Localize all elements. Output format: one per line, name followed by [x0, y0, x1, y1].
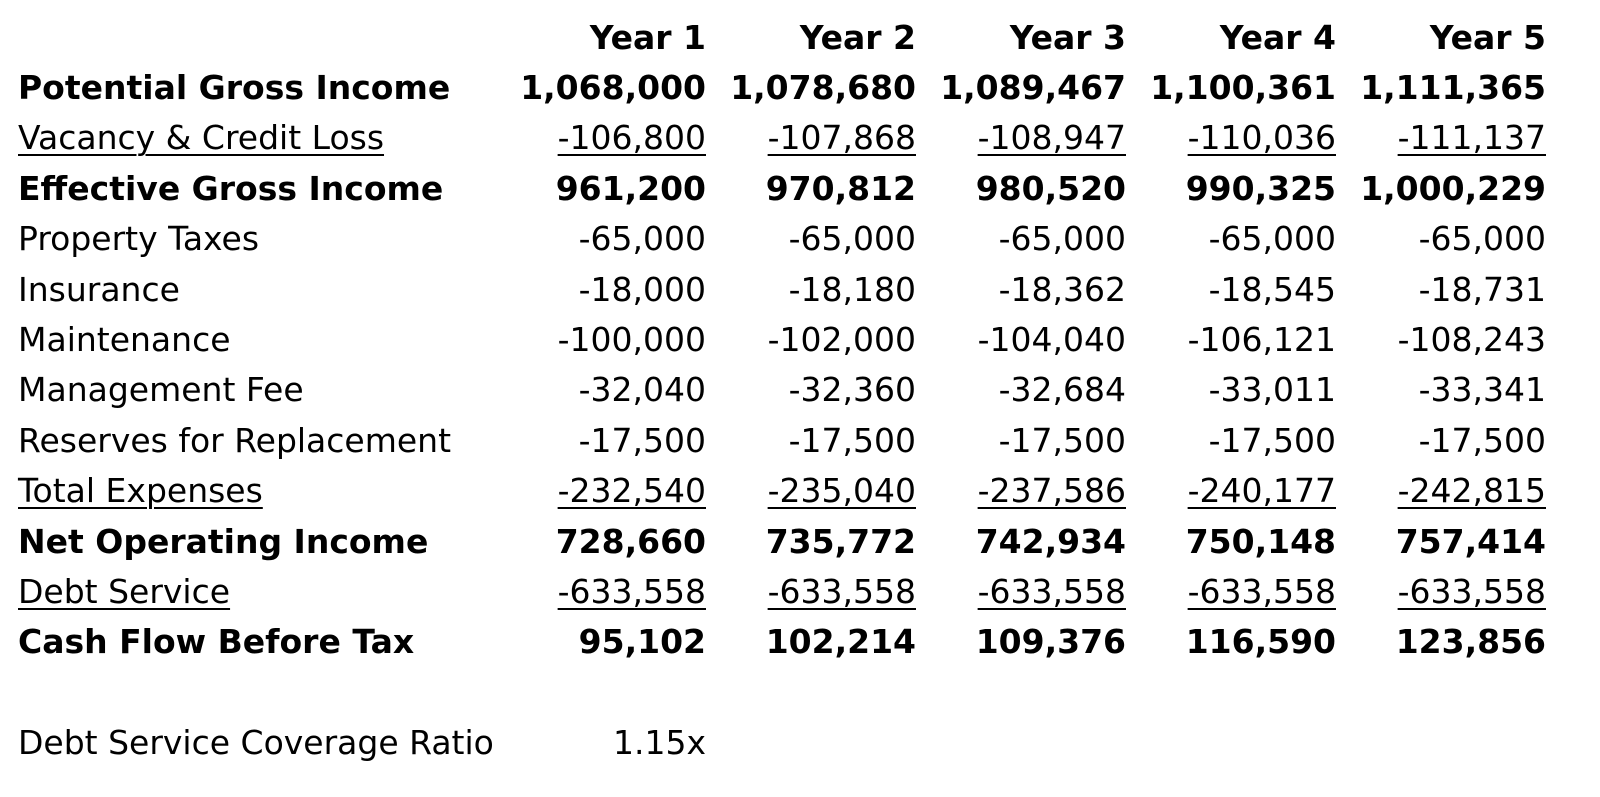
- row-value-text: 961,200: [555, 168, 706, 208]
- row-value-year-5: [1336, 365, 1546, 415]
- row-value-text: 109,376: [975, 622, 1126, 662]
- row-value-text: 1,089,467: [940, 68, 1126, 108]
- row-value-year-1: [496, 214, 706, 264]
- spacer-row: [18, 667, 1546, 717]
- row-value-year-1: [496, 466, 706, 516]
- row-value-text: -18,000: [578, 269, 706, 309]
- row-value-text: 742,934: [975, 521, 1126, 561]
- row-value-text: 1,068,000: [520, 68, 706, 108]
- row-value-text: -104,040: [977, 320, 1126, 360]
- row-value-text: -32,684: [998, 370, 1126, 410]
- row-value-year-1: [496, 62, 706, 112]
- row-label-text: Maintenance: [18, 320, 231, 360]
- row-value-year-4: [1126, 62, 1336, 112]
- row-value-text: 102,214: [765, 622, 916, 662]
- row-value-year-3: [916, 264, 1126, 314]
- header-year-4: Year 4: [1219, 17, 1336, 57]
- row-value-text: -17,500: [788, 420, 916, 460]
- row-value-text: -65,000: [1418, 219, 1546, 259]
- row-value-year-5: [1336, 314, 1546, 364]
- row-value-year-4: [1126, 566, 1336, 616]
- row-value-year-2: [706, 264, 916, 314]
- row-label: [18, 214, 496, 264]
- row-value-year-5: [1336, 264, 1546, 314]
- dscr-value: 1.15x: [612, 723, 706, 763]
- row-value-year-3: [916, 365, 1126, 415]
- row-value-year-5: [1336, 163, 1546, 213]
- row-value-text: -65,000: [998, 219, 1126, 259]
- row-value-year-1: [496, 314, 706, 364]
- table-row: [18, 62, 1546, 112]
- row-label: [18, 566, 496, 616]
- row-value-year-4: [1126, 214, 1336, 264]
- row-value-text: -633,558: [1187, 571, 1336, 611]
- row-value-text: -633,558: [1397, 571, 1546, 611]
- row-value-text: -111,137: [1397, 118, 1546, 158]
- row-label: [18, 264, 496, 314]
- row-value-text: -102,000: [767, 320, 916, 360]
- row-value-text: -100,000: [557, 320, 706, 360]
- row-label: [18, 516, 496, 566]
- header-year-3: Year 3: [1009, 17, 1126, 57]
- row-value-year-5: [1336, 415, 1546, 465]
- row-value-text: -17,500: [1208, 420, 1336, 460]
- row-label-text: Potential Gross Income: [18, 68, 451, 108]
- row-value-text: -32,360: [788, 370, 916, 410]
- row-value-text: 757,414: [1395, 521, 1546, 561]
- row-value-year-2: [706, 314, 916, 364]
- row-label-text: Cash Flow Before Tax: [18, 622, 415, 662]
- table-row: [18, 516, 1546, 566]
- header-year-2: Year 2: [799, 17, 916, 57]
- table-row: [18, 113, 1546, 163]
- row-value-year-5: [1336, 62, 1546, 112]
- row-value-year-4: [1126, 113, 1336, 163]
- row-value-year-1: [496, 163, 706, 213]
- row-value-year-3: [916, 314, 1126, 364]
- row-value-text: 990,325: [1185, 168, 1336, 208]
- row-label-text: Management Fee: [18, 370, 304, 410]
- row-value-year-4: [1126, 264, 1336, 314]
- row-value-text: -108,947: [977, 118, 1126, 158]
- row-value-text: 750,148: [1185, 521, 1336, 561]
- row-value-year-3: [916, 516, 1126, 566]
- row-value-year-2: [706, 163, 916, 213]
- row-value-text: -633,558: [977, 571, 1126, 611]
- row-value-year-4: [1126, 415, 1336, 465]
- row-value-year-4: [1126, 516, 1336, 566]
- table-row: [18, 163, 1546, 213]
- row-value-text: -18,180: [788, 269, 916, 309]
- row-value-year-3: [916, 214, 1126, 264]
- table-row: [18, 314, 1546, 364]
- row-value-year-3: [916, 566, 1126, 616]
- row-value-text: 1,000,229: [1360, 168, 1546, 208]
- row-value-year-3: [916, 62, 1126, 112]
- row-value-text: -18,362: [998, 269, 1126, 309]
- row-value-text: -17,500: [578, 420, 706, 460]
- row-label: [18, 163, 496, 213]
- row-label: [18, 62, 496, 112]
- row-label: [18, 365, 496, 415]
- row-value-text: 1,100,361: [1150, 68, 1336, 108]
- row-value-year-3: [916, 617, 1126, 667]
- row-value-year-3: [916, 466, 1126, 516]
- row-value-year-4: [1126, 365, 1336, 415]
- row-value-text: 116,590: [1185, 622, 1336, 662]
- row-value-text: -33,011: [1208, 370, 1336, 410]
- table-row: [18, 566, 1546, 616]
- row-value-year-2: [706, 566, 916, 616]
- table-row: [18, 466, 1546, 516]
- row-value-text: -108,243: [1397, 320, 1546, 360]
- row-value-year-2: [706, 365, 916, 415]
- row-label-text: Total Expenses: [18, 471, 263, 511]
- row-value-year-4: [1126, 617, 1336, 667]
- row-value-year-3: [916, 163, 1126, 213]
- table-row: [18, 617, 1546, 667]
- row-value-year-2: [706, 214, 916, 264]
- header-year-1: Year 1: [589, 17, 706, 57]
- row-value-text: -235,040: [767, 471, 916, 511]
- row-value-text: 123,856: [1395, 622, 1546, 662]
- row-label-text: Net Operating Income: [18, 521, 429, 561]
- row-label: [18, 466, 496, 516]
- table-row: [18, 214, 1546, 264]
- row-value-text: -633,558: [557, 571, 706, 611]
- row-value-text: -32,040: [578, 370, 706, 410]
- row-value-year-1: [496, 264, 706, 314]
- row-value-year-5: [1336, 516, 1546, 566]
- row-label-text: Debt Service: [18, 571, 231, 611]
- table-row: [18, 264, 1546, 314]
- row-value-year-3: [916, 415, 1126, 465]
- row-value-text: 980,520: [975, 168, 1126, 208]
- header-label-cell: [18, 12, 496, 62]
- row-value-year-2: [706, 466, 916, 516]
- row-value-text: 1,078,680: [730, 68, 916, 108]
- row-value-text: 1,111,365: [1360, 68, 1546, 108]
- row-value-text: -242,815: [1397, 471, 1546, 511]
- table-row: [18, 415, 1546, 465]
- table-row: [18, 365, 1546, 415]
- row-value-text: -240,177: [1187, 471, 1336, 511]
- row-value-text: -106,121: [1187, 320, 1336, 360]
- row-value-year-4: [1126, 466, 1336, 516]
- row-value-text: -107,868: [767, 118, 916, 158]
- row-value-year-5: [1336, 214, 1546, 264]
- row-value-text: -65,000: [1208, 219, 1336, 259]
- row-value-text: 970,812: [765, 168, 916, 208]
- row-value-text: -232,540: [557, 471, 706, 511]
- header-row: [18, 12, 1546, 62]
- row-value-year-5: [1336, 113, 1546, 163]
- row-value-year-3: [916, 113, 1126, 163]
- row-label: [18, 113, 496, 163]
- row-label-text: Effective Gross Income: [18, 168, 444, 208]
- row-label-text: Property Taxes: [18, 219, 260, 259]
- row-value-text: -17,500: [998, 420, 1126, 460]
- row-value-year-5: [1336, 466, 1546, 516]
- row-value-year-1: [496, 516, 706, 566]
- row-value-text: 95,102: [578, 622, 706, 662]
- row-value-year-5: [1336, 617, 1546, 667]
- row-value-year-1: [496, 415, 706, 465]
- row-value-year-1: [496, 617, 706, 667]
- row-value-year-1: [496, 365, 706, 415]
- row-label: [18, 314, 496, 364]
- row-label-text: Vacancy & Credit Loss: [18, 118, 385, 158]
- row-value-year-2: [706, 113, 916, 163]
- row-value-text: -18,731: [1418, 269, 1546, 309]
- row-value-year-4: [1126, 163, 1336, 213]
- row-value-year-2: [706, 415, 916, 465]
- row-value-text: -65,000: [578, 219, 706, 259]
- row-value-text: -18,545: [1208, 269, 1336, 309]
- row-value-text: -65,000: [788, 219, 916, 259]
- row-label-text: Insurance: [18, 269, 180, 309]
- row-value-year-1: [496, 566, 706, 616]
- row-value-text: -106,800: [557, 118, 706, 158]
- row-value-year-2: [706, 617, 916, 667]
- cash-flow-table: [18, 12, 1546, 768]
- row-label-text: Reserves for Replacement: [18, 420, 452, 460]
- row-value-text: -633,558: [767, 571, 916, 611]
- row-value-year-2: [706, 516, 916, 566]
- dscr-row: [18, 717, 1546, 767]
- row-value-year-1: [496, 113, 706, 163]
- row-value-year-5: [1336, 566, 1546, 616]
- row-value-text: 735,772: [765, 521, 916, 561]
- row-value-text: -17,500: [1418, 420, 1546, 460]
- dscr-label: Debt Service Coverage Ratio: [18, 723, 494, 763]
- row-value-text: -237,586: [977, 471, 1126, 511]
- row-value-year-2: [706, 62, 916, 112]
- row-label: [18, 617, 496, 667]
- row-value-year-4: [1126, 314, 1336, 364]
- header-year-5: Year 5: [1429, 17, 1546, 57]
- row-value-text: 728,660: [555, 521, 706, 561]
- row-value-text: -33,341: [1418, 370, 1546, 410]
- row-label: [18, 415, 496, 465]
- row-value-text: -110,036: [1187, 118, 1336, 158]
